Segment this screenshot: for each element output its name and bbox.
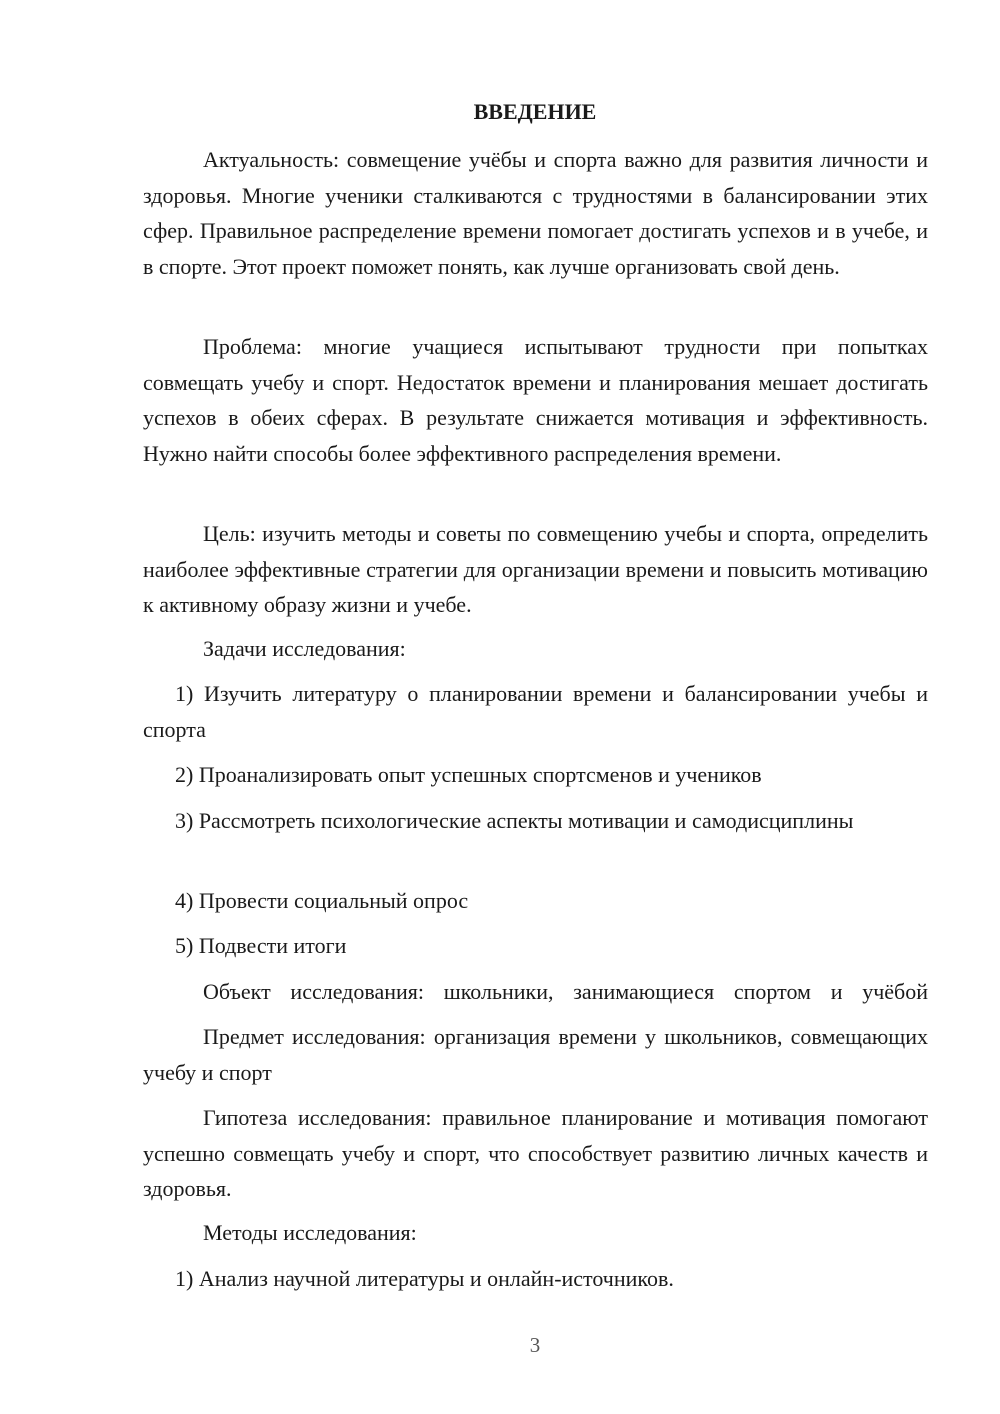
task-item-1: 1) Изучить литературу о планировании времени и балансировании учебы и спорта [143,681,928,742]
page-number: 3 [529,1333,541,1357]
tasks-heading: Задачи исследования: [203,636,406,661]
object-paragraph: Объект исследования: школьники, занимающиеся спортом и учёбой [203,979,928,1004]
task-item-2: 2) Проанализировать опыт успешных спортсменов и учеников [175,762,762,787]
section-title: ВВЕДЕНИЕ [473,99,597,124]
method-item-1: 1) Анализ научной литературы и онлайн-источников. [175,1266,674,1291]
task-item-4: 4) Провести социальный опрос [175,888,469,913]
subject-paragraph: Предмет исследования: организация времени у школьников, совмещающих учебу и спорт [143,1024,928,1085]
task-item-5: 5) Подвести итоги [175,933,347,958]
task-item-3: 3) Рассмотреть психологические аспекты мотивации и самодисциплины [175,808,854,833]
relevance-paragraph: Актуальность: совмещение учёбы и спорта важно для развития личности и здоровья. Многие ученики сталкиваются с трудностями в балансировании этих сфер. Правильное распределение времени помогает достигать успехов и в учебе, и в спорте. Этот проект поможет понять, как лучше организовать свой день. [143,147,928,279]
problem-paragraph: Проблема: многие учащиеся испытывают трудности при попытках совмещать учебу и спорт. Недостаток времени и планирования мешает достигать успехов в обеих сферах. В результате снижается мотивация и эффективность. Нужно найти способы более эффективного распределения времени. [143,334,928,466]
goal-paragraph: Цель: изучить методы и советы по совмещению учебы и спорта, определить наиболее эффективные стратегии для организации времени и повысить мотивацию к активному образу жизни и учебе. [143,521,928,617]
methods-heading: Методы исследования: [203,1220,417,1245]
hypothesis-paragraph: Гипотеза исследования: правильное планирование и мотивация помогают успешно совмещать учебу и спорт, что способствует развитию личных качеств и здоровья. [143,1105,928,1201]
